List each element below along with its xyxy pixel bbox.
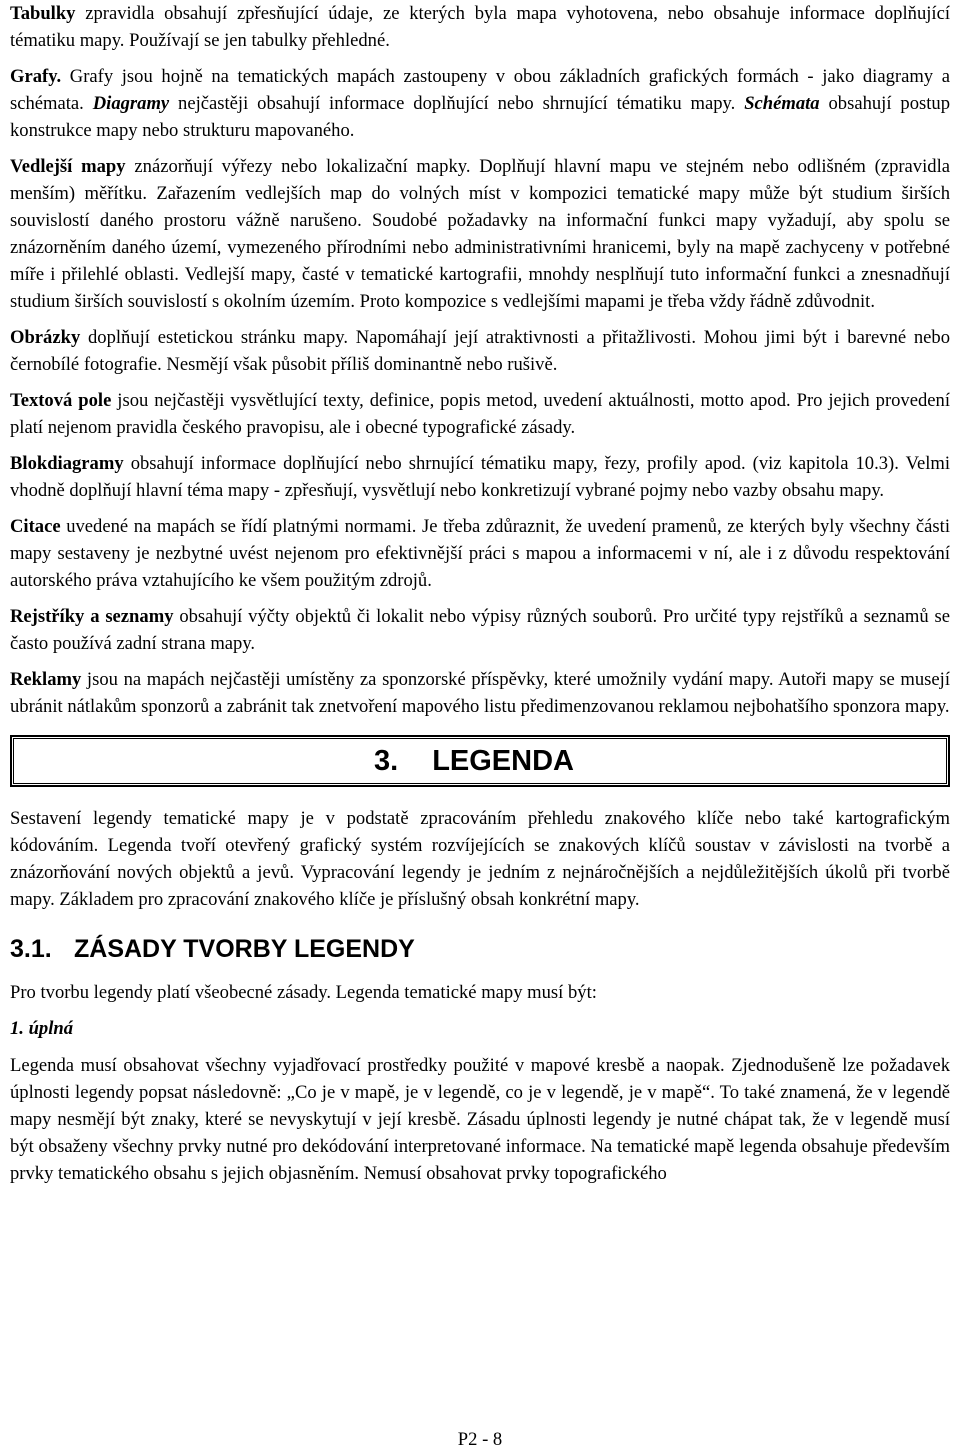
section-number: 3.1.	[10, 934, 52, 963]
text-obrazky: doplňují estetickou stránku mapy. Napomáhají její atraktivnosti a přitažlivosti. Mohou jimi být i barevné nebo černobílé fotografie. Nesmějí však působit příliš dominantně nebo rušivě.	[10, 327, 950, 375]
term-vedlejsi-mapy: Vedlejší mapy	[10, 156, 126, 177]
term-blokdiagramy: Blokdiagramy	[10, 453, 124, 474]
term-textova-pole: Textová pole	[10, 390, 112, 411]
text-grafy-1: Grafy jsou hojně na tematických mapách zastoupeny v obou základních grafických formách - jako diagramy a schémata.	[10, 66, 950, 114]
paragraph-reklamy	[10, 666, 950, 720]
text-citace: uvedené na mapách se řídí platnými normami. Je třeba zdůraznit, že uvedení pramenů, ze kterých byly všechny části mapy sestaveny je nezbytné uvést nejenom pro efektivnější práci s mapou a informacemi v ní, ale i z důvodu respektování autorského práva vztahujícího ke všem použitým zdrojů.	[10, 516, 950, 591]
paragraph-citace	[10, 513, 950, 594]
term-tabulky: Tabulky	[10, 3, 76, 24]
term-rejstriky: Rejstříky a seznamy	[10, 606, 174, 627]
paragraph-textova-pole	[10, 387, 950, 441]
section-title: ZÁSADY TVORBY LEGENDY	[74, 934, 415, 963]
text-textova-pole: jsou nejčastěji vysvětlující texty, definice, popis metod, uvedení aktuálnosti, motto apod. Pro jejich provedení platí nejenom pravidla českého pravopisu, ale i obecné typografické zásady.	[10, 390, 950, 438]
list-item-uplna: 1. úplná	[10, 1018, 74, 1039]
text-tabulky: zpravidla obsahují zpřesňující údaje, ze kterých byla mapa vyhotovena, nebo obsahuje informace doplňující tématiku mapy. Používají se jen tabulky přehledné.	[10, 3, 950, 51]
paragraph-tabulky	[10, 0, 950, 54]
text-rejstriky: obsahují výčty objektů či lokalit nebo výpisy různých souborů. Pro určité typy rejstříků a seznamů se často používá zadní strana mapy.	[10, 606, 950, 654]
paragraph-obrazky	[10, 324, 950, 378]
paragraph-legenda: Sestavení legendy tematické mapy je v podstatě zpracováním přehledu znakového klíče nebo také kartografickým kódováním. Legenda tvoří otevřený grafický systém rozvíjejících se znakových klíčů soustav v závislosti na tvorbě a znázorňování nových objektů a jevů. Vypracování legendy je jedním z nejnáročnějších a nejdůležitějších úkolů při tvorbě mapy. Základem pro zpracování znakového klíče je příslušný obsah konkrétní mapy.	[10, 808, 950, 910]
term-obrazky: Obrázky	[10, 327, 81, 348]
term-citace: Citace	[10, 516, 61, 537]
paragraph-rejstriky	[10, 603, 950, 657]
paragraph-blokdiagramy	[10, 450, 950, 504]
paragraph-vedlejsi-mapy	[10, 153, 950, 315]
term-grafy: Grafy.	[10, 66, 62, 87]
text-blokdiagramy: obsahují informace doplňující nebo shrnující tématiku mapy, řezy, profily apod. (viz kapitola 10.3). Velmi vhodně doplňují hlavní téma mapy - zpřesňují, vysvětlují nebo konkretizují vybrané pojmy nebo vazby obsahu mapy.	[10, 453, 950, 501]
document-page	[10, 0, 950, 1187]
paragraph-zasady: Pro tvorbu legendy platí všeobecné zásady. Legenda tematické mapy musí být:	[10, 982, 597, 1003]
term-schemata: Schémata	[744, 93, 820, 114]
term-diagramy: Diagramy	[92, 93, 170, 114]
paragraph-grafy	[10, 63, 950, 144]
page-number: P2 - 8	[457, 1429, 503, 1450]
term-reklamy: Reklamy	[10, 669, 82, 690]
chapter-title: LEGENDA	[432, 744, 574, 777]
chapter-heading-box	[10, 735, 950, 787]
text-grafy-2: nejčastěji obsahují informace doplňující nebo shrnující tématiku mapy.	[169, 93, 745, 114]
text-vedlejsi-mapy: znázorňují výřezy nebo lokalizační mapky. Doplňují hlavní mapu ve stejném nebo odlišném (zpravidla menším) měřítku. Zařazením vedlejších map do volných míst v kompozici tematické mapy může být studium širších souvislostí daného prostoru vážně narušeno. Soudobé požadavky na informační funkci mapy vyžadují, aby spolu se znázorněním daného území, vymezeného přírodními nebo administrativními hranicemi, byly na mapě zachyceny v potřebné míře i přilehlé oblasti. Vedlejší mapy, časté v tematické kartografii, mnohdy nesplňují tuto informační funkci a znesnadňují studium širších souvislostí s okolním územím. Proto kompozice s vedlejšími mapami je třeba vždy řádně zdůvodnit.	[10, 156, 950, 312]
chapter-number: 3.	[374, 744, 399, 777]
chapter-heading	[13, 738, 947, 784]
text-grafy-3: obsahují postup konstrukce mapy nebo strukturu mapovaného.	[10, 93, 950, 141]
text-reklamy: jsou na mapách nejčastěji umístěny za sponzorské příspěvky, které umožnily vydání mapy. Autoři mapy se musejí ubránit nátlakům sponzorů a zabránit tak znetvoření mapového listu předimenzovanou reklamou nejbohatšího sponzora mapy.	[10, 669, 950, 717]
section-heading	[10, 929, 950, 969]
paragraph-uplna: Legenda musí obsahovat všechny vyjadřovací prostředky použité v mapové kresbě a naopak. Zjednodušeně lze požadavek úplnosti legendy popsat následovně: „Co je v mapě, je v legendě, co je v legendě, je v mapě“. To také znamená, že v legendě mapy nesmějí být znaky, které se nevyskytují v její kresbě. Zásadu úplnosti legendy je nutné chápat tak, že v legendě musí být obsaženy všechny prvky nutné pro dekódování interpretované informace. Na tematické mapě legenda obsahuje především prvky tematického obsahu s jejich objasněním. Nemusí obsahovat prvky topografického	[10, 1055, 950, 1184]
